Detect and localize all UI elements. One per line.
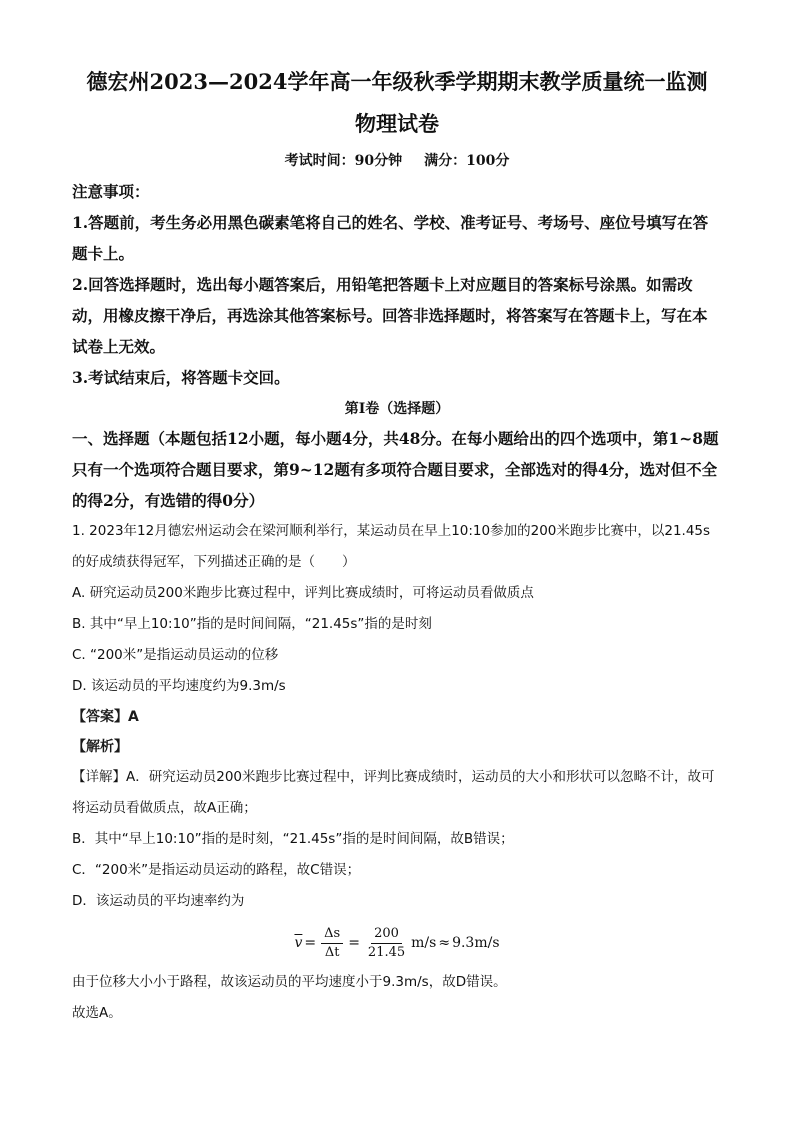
detail-d: D．该运动员的平均速率约为 [72, 893, 245, 909]
detail-a: 【详解】A．研究运动员200米跑步比赛过程中，评判比赛成绩时，运动员的大小和形状可以忽略不计，故可将运动员看做质点，故A正确； [72, 769, 715, 816]
formula-numerator-2: 200 [371, 925, 402, 944]
formula-result: 9.3m/s [452, 935, 500, 951]
final-answer: 故选A。 [72, 1005, 122, 1021]
formula-lhs: $\overline{v}$ [294, 935, 303, 951]
part-title: 第Ⅰ卷（选择题） [344, 401, 450, 417]
notice-item: 1.答题前，考生务必用黑色碳素笔将自己的姓名、学校、准考证号、考场号、座位号填写在答题卡上。 [72, 213, 709, 263]
notice-item: 3.考试结束后，将答题卡交回。 [72, 368, 290, 387]
formula-denominator-2: 21.45 [367, 944, 406, 960]
document-subtitle: 物理试卷 [355, 111, 439, 136]
velocity-formula: $\overline{v}$ = $\frac{\Delta s}{\Delta t}$ = $\frac{200}{21.45}$ m/s ≈ 9.3m/s [294, 925, 500, 960]
formula-fraction-1 [321, 925, 343, 962]
formula-unit: m/s [411, 935, 437, 951]
formula-denominator-1: Δt [324, 944, 340, 960]
notice-title: 注意事项： [72, 182, 150, 201]
formula-fraction-2 [365, 925, 408, 962]
formula-numerator-1: Δs [321, 925, 343, 944]
detail-b: B．其中“早上10:10”指的是时刻，“21.45s”指的是时间间隔，故B错误； [72, 831, 514, 847]
detail-c: C．“200米”是指运动员运动的路程，故C错误； [72, 862, 361, 878]
notice-item: 2.回答选择题时，选出每小题答案后，用铅笔把答题卡上对应题目的答案标号涂黑。如需改动，用橡皮擦干净后，再选涂其他答案标号。回答非选择题时，将答案写在答题卡上，写在本试卷上无效。 [72, 275, 708, 356]
exam-time: 考试时间：90分钟 [284, 153, 403, 169]
question-stem: 1. 2023年12月德宏州运动会在梁河顺利举行，某运动员在早上10:10参加的200米跑步比赛中，以21.45s的好成绩获得冠军，下列描述正确的是（ ） [72, 523, 711, 570]
document-title: 德宏州2023—2024学年高一年级秋季学期期末教学质量统一监测 [86, 69, 708, 94]
formula-approx: ≈ [438, 935, 451, 951]
option-a: A. 研究运动员200米跑步比赛过程中，评判比赛成绩时，可将运动员看做质点 [72, 585, 534, 601]
full-score: 满分：100分 [424, 153, 510, 169]
section-description: 一、选择题（本题包括12小题，每小题4分，共48分。在每小题给出的四个选项中，第1~8题只有一个选项符合题目要求，第9~12题有多项符合题目要求，全部选对的得4分，选对但不全的得2分，有选错的得0分） [72, 429, 719, 510]
conclusion-text: 由于位移大小小于路程，故该运动员的平均速度小于9.3m/s，故D错误。 [72, 974, 507, 990]
option-d: D. 该运动员的平均速度约为9.3m/s [72, 678, 286, 694]
option-b: B. 其中“早上10:10”指的是时间间隔，“21.45s”指的是时刻 [72, 616, 432, 632]
analysis-label: 【解析】 [72, 739, 128, 755]
answer-label: 【答案】A [72, 709, 139, 725]
option-c: C. “200米”是指运动员运动的位移 [72, 647, 279, 663]
document-page [72, 64, 722, 1029]
exam-info [72, 150, 722, 172]
